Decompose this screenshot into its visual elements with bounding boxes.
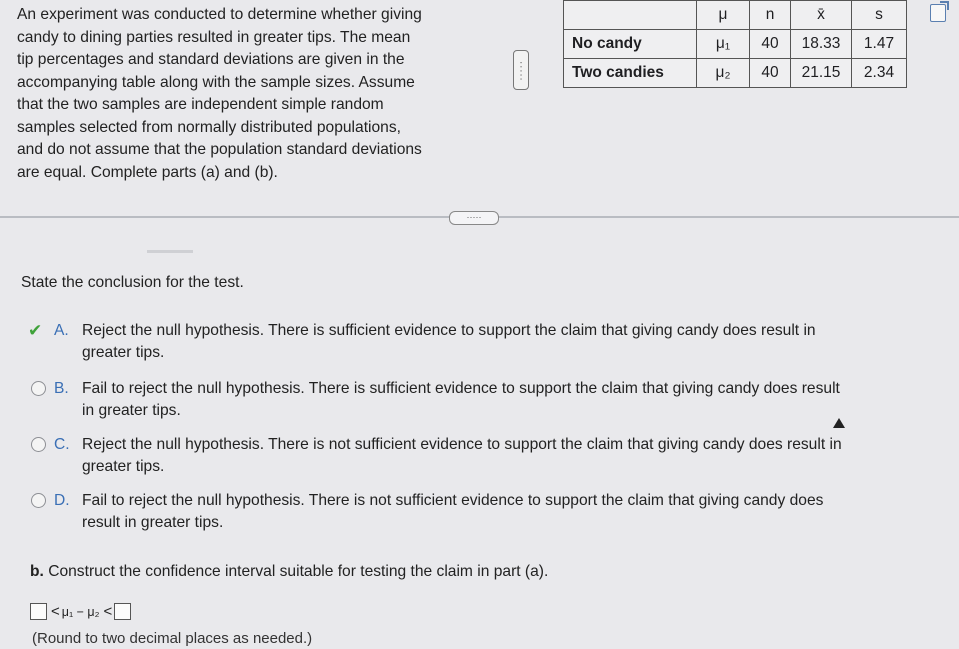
- radio-button[interactable]: [31, 493, 46, 508]
- option-line: greater tips.: [82, 343, 165, 361]
- table-cell-xbar: 18.33: [791, 30, 852, 59]
- lower-bound-input[interactable]: [30, 603, 47, 620]
- table-cell-mu: μ₂: [697, 59, 750, 88]
- table-header-blank: [564, 1, 697, 30]
- option-letter: D.: [54, 492, 70, 509]
- problem-line: candy to dining parties resulted in greater tips. The mean: [17, 28, 411, 46]
- table-header-xbar: x̄: [791, 1, 852, 30]
- problem-line: An experiment was conducted to determine whether giving: [17, 6, 422, 23]
- option-text: [82, 320, 942, 363]
- problem-line: tip percentages and standard deviations are given in the: [17, 51, 405, 68]
- table-row-label: Two candies: [564, 59, 697, 88]
- rounding-note: (Round to two decimal places as needed.): [32, 630, 313, 647]
- table-cell-s: 2.34: [852, 59, 907, 88]
- part-b-text: Construct the confidence interval suitable for testing the claim in part (a).: [48, 563, 549, 580]
- option-line: in greater tips.: [82, 401, 181, 419]
- mouse-cursor-icon: [833, 418, 845, 428]
- option-letter: C.: [54, 436, 70, 453]
- table-header-mu: μ: [697, 1, 750, 30]
- option-text: [82, 434, 942, 477]
- option-text: [82, 490, 942, 533]
- table-cell-s: 1.47: [852, 30, 907, 59]
- option-line: Fail to reject the null hypothesis. There is sufficient evidence to support the claim that giving candy does result: [82, 380, 840, 397]
- problem-line: that the two samples are independent simple random: [17, 96, 384, 113]
- option-letter: B.: [54, 380, 69, 397]
- option-letter: A.: [54, 322, 69, 339]
- table-row: [564, 59, 907, 88]
- panel-resize-handle[interactable]: · · · · ·: [513, 50, 529, 90]
- part-a-prompt: State the conclusion for the test.: [21, 274, 244, 291]
- option-line: greater tips.: [82, 457, 165, 475]
- decorative-smear: [147, 250, 193, 253]
- checkmark-icon: ✔: [28, 321, 43, 340]
- data-table: [563, 0, 907, 88]
- less-than-symbol: <: [51, 603, 60, 620]
- option-text: [82, 378, 942, 421]
- interval-expression: μ₁ − μ₂: [61, 604, 100, 619]
- confidence-interval-row: [30, 603, 131, 620]
- upper-bound-input[interactable]: [114, 603, 131, 620]
- table-row: [564, 30, 907, 59]
- table-row-label: No candy: [564, 30, 697, 59]
- radio-button[interactable]: [31, 437, 46, 452]
- less-than-symbol: <: [103, 603, 113, 620]
- problem-line: are equal. Complete parts (a) and (b).: [17, 163, 278, 181]
- problem-line: samples selected from normally distributed populations,: [17, 118, 401, 136]
- option-line: result in greater tips.: [82, 513, 224, 531]
- table-cell-n: 40: [750, 59, 791, 88]
- table-cell-xbar: 21.15: [791, 59, 852, 88]
- expand-more-button[interactable]: ·····: [449, 211, 499, 225]
- table-header-row: [564, 1, 907, 30]
- table-header-n: n: [750, 1, 791, 30]
- part-b-label: b.: [30, 563, 44, 580]
- option-line: Fail to reject the null hypothesis. There is not sufficient evidence to support the claim that giving candy does: [82, 492, 824, 509]
- problem-line: accompanying table along with the sample sizes. Assume: [17, 73, 415, 91]
- table-cell-mu: μ₁: [697, 30, 750, 59]
- table-header-s: s: [852, 1, 907, 30]
- option-line: Reject the null hypothesis. There is sufficient evidence to support the claim that giving candy does result in: [82, 322, 816, 339]
- problem-statement: [17, 4, 487, 184]
- popout-icon[interactable]: [930, 4, 946, 22]
- problem-line: and do not assume that the population standard deviations: [17, 141, 422, 158]
- part-b-prompt: [30, 563, 548, 581]
- radio-button[interactable]: [31, 381, 46, 396]
- option-line: Reject the null hypothesis. There is not sufficient evidence to support the claim that giving candy does result in: [82, 436, 842, 453]
- table-cell-n: 40: [750, 30, 791, 59]
